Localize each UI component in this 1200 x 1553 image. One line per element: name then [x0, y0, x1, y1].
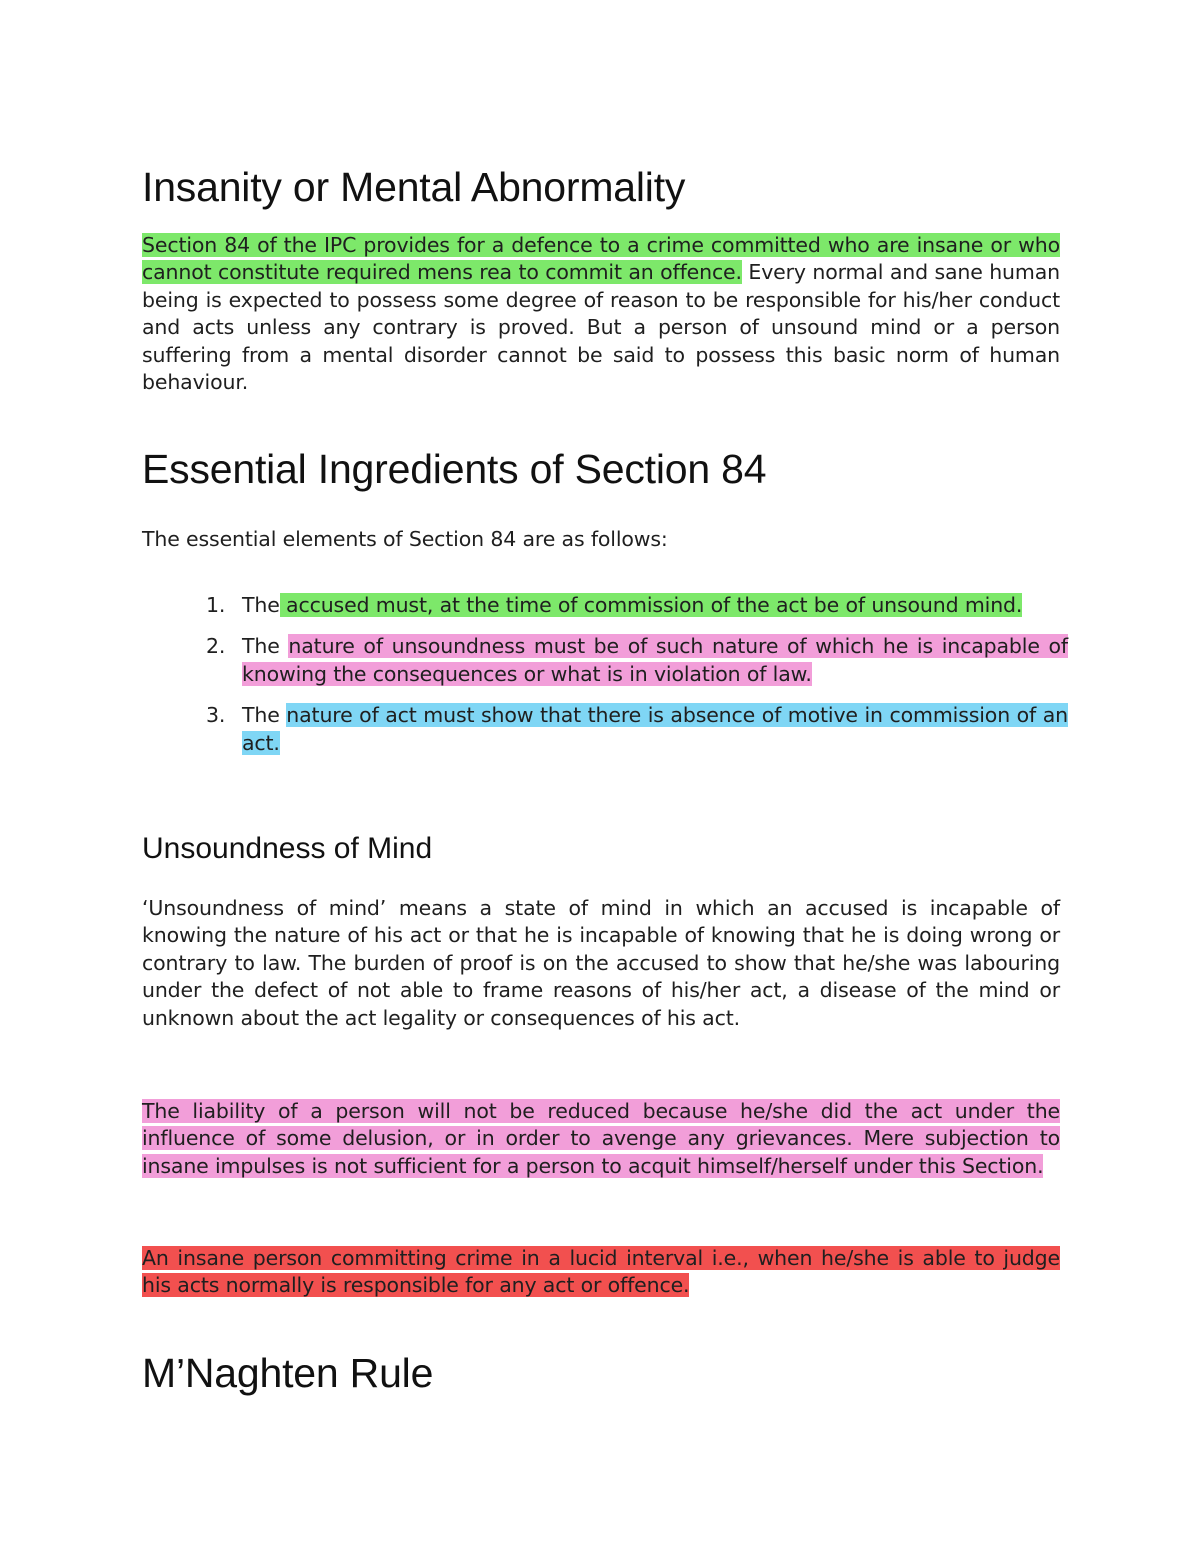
heading-insanity: Insanity or Mental Abnormality: [142, 164, 686, 210]
list-item: [206, 702, 1068, 757]
list-number: 1.: [206, 593, 226, 617]
paragraph-lucid-interval: [142, 1245, 1060, 1300]
heading-unsoundness-of-mind: Unsoundness of Mind: [142, 832, 433, 865]
highlight-pink-element-2: nature of unsoundness must be of such nature of which he is incapable of knowing the consequences or what is in violation of law.: [242, 634, 1068, 686]
list-item: [206, 592, 1068, 619]
paragraph-section-84-intro: [142, 232, 1060, 396]
highlight-pink-liability: The liability of a person will not be reduced because he/she did the act under the influence of some delusion, or in order to avenge any grievances. Mere subjection to insane impulses is not sufficient for a person to acquit himself/herself under this Section.: [142, 1099, 1060, 1178]
highlight-green-section-84: Section 84 of the IPC provides for a defence to a crime committed who are insane or who cannot constitute required mens rea to commit an offence.: [142, 233, 1060, 285]
highlight-red-lucid-interval: An insane person committing crime in a lucid interval i.e., when he/she is able to judge his acts normally is responsible for any act or offence.: [142, 1246, 1060, 1298]
heading-mnaghten-rule: M’Naghten Rule: [142, 1350, 434, 1396]
highlight-green-element-1: accused must, at the time of commission of the act be of unsound mind.: [279, 593, 1023, 617]
list-number: 2.: [206, 634, 226, 659]
list-number: 3.: [206, 703, 226, 728]
list-lead: The: [242, 593, 280, 617]
highlight-blue-element-3: nature of act must show that there is absence of motive in commission of an act.: [242, 703, 1068, 755]
list-lead: The: [242, 634, 289, 659]
paragraph-rest: Every normal and sane human being is expected to possess some degree of reason to be responsible for his/her conduct and acts unless any contrary is proved. But a person of unsound mind or a person suffering from a mental disorder cannot be said to possess this basic norm of human behaviour.: [142, 260, 1060, 395]
list-lead: The: [242, 703, 287, 728]
heading-essential-ingredients: Essential Ingredients of Section 84: [142, 446, 767, 492]
list-item: [206, 633, 1068, 688]
paragraph-unsoundness-definition: ‘Unsoundness of mind’ means a state of mind in which an accused is incapable of knowing the nature of his act or that he is incapable of knowing that he is doing wrong or contrary to law. The burden of proof is on the accused to show that he/she was labouring under the defect of not able to frame reasons of his/her act, a disease of the mind or unknown about the act legality or consequences of his act.: [142, 896, 1060, 1030]
paragraph-liability: [142, 1098, 1060, 1180]
essential-elements-list: [206, 592, 1068, 757]
paragraph-essential-intro: The essential elements of Section 84 are as follows:: [142, 527, 668, 551]
